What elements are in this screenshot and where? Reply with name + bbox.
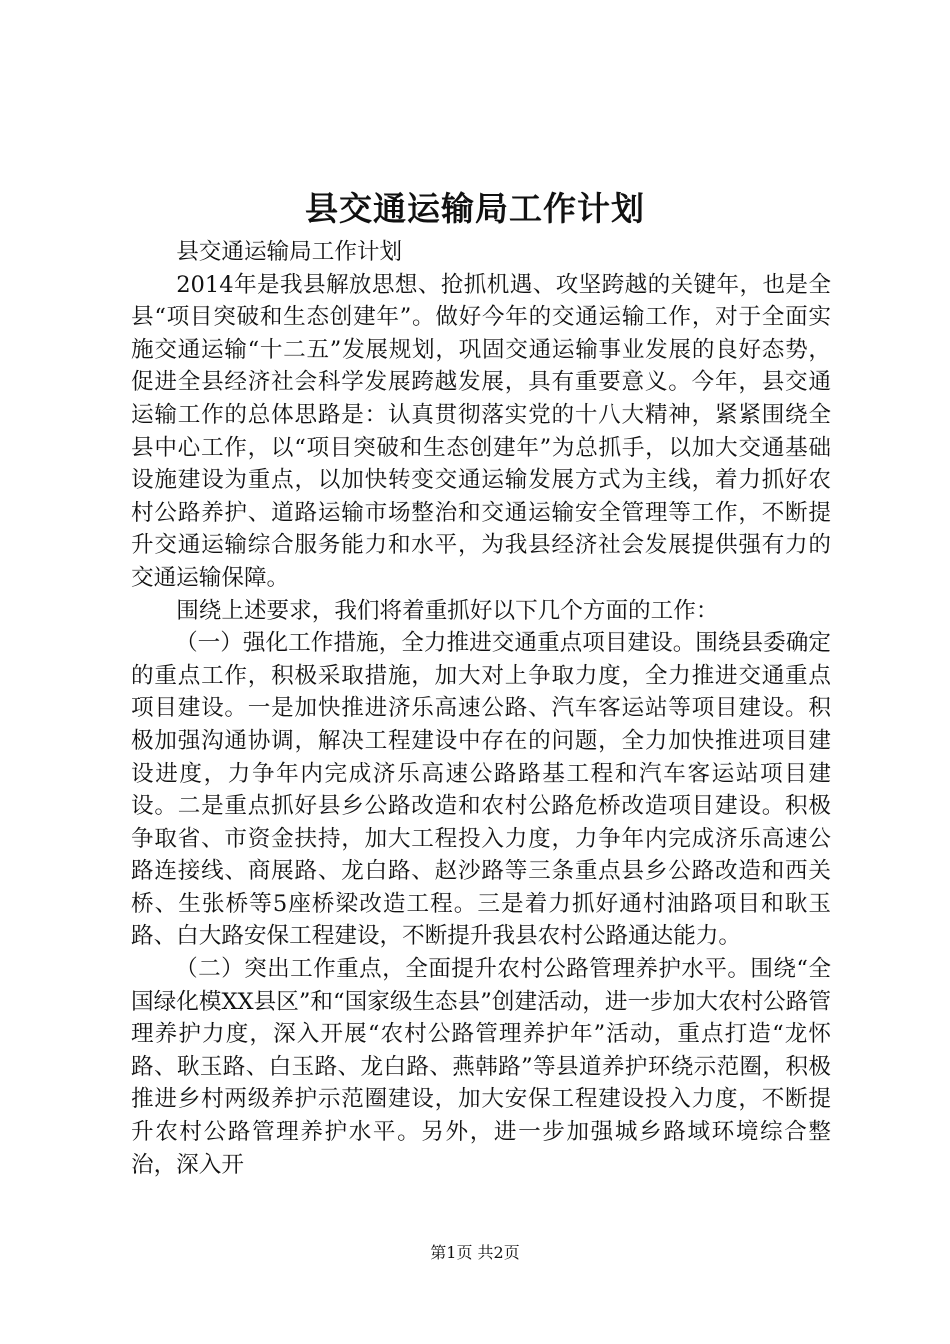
page-number: 第1页 共2页 <box>430 1243 520 1262</box>
paragraph-section-1: （一）强化工作措施，全力推进交通重点项目建设。围绕县委确定的重点工作，积极采取措施，加大对上争取力度，全力推进交通重点项目建设。一是加快推进济乐高速公路、汽车客运站等项目建设。积极加强沟通协调，解决工程建设中存在的问题，全力加快推进项目建设进度，力争年内完成济乐高速公路路基工程和汽车客运站项目建设。二是重点抓好县乡公路改造和农村公路危桥改造项目建设。积极争取省、市资金扶持，加大工程投入力度，力争年内完成济乐高速公路连接线、商展路、龙白路、赵沙路等三条重点县乡公路改造和西关桥、生张桥等5座桥梁改造工程。三是着力抓好通村油路项目和耿玉路、白大路安保工程建设，不断提升我县农村公路通达能力。 <box>131 630 831 950</box>
paragraph-section-2: （二）突出工作重点，全面提升农村公路管理养护水平。围绕“全国绿化模XX县区”和“国家级生态县”创建活动，进一步加大农村公路管理养护力度，深入开展“农村公路管理养护年”活动，重点打造“龙怀路、耿玉路、白玉路、龙白路、燕韩路”等县道养护环绕示范圈，积极推进乡村两级养护示范圈建设，加大安保工程建设投入力度，不断提升农村公路管理养护水平。另外，进一步加强城乡路域环境综合整治，深入开 <box>131 956 831 1178</box>
paragraph-requirements: 围绕上述要求，我们将着重抓好以下几个方面的工作： <box>176 597 719 624</box>
paragraph-heading: 县交通运输局工作计划 <box>176 239 403 265</box>
document-body <box>131 236 831 1181</box>
document-title: 县交通运输局工作计划 <box>305 189 645 228</box>
paragraph-intro: 2014年是我县解放思想、抢抓机遇、攻坚跨越的关键年，也是全县“项目突破和生态创建年”。做好今年的交通运输工作，对于全面实施交通运输“十二五”发展规划，巩固交通运输事业发展的良好态势，促进全县经济社会科学发展跨越发展，具有重要意义。今年，县交通运输工作的总体思路是：认真贯彻落实党的十八大精神，紧紧围绕全县中心工作，以“项目突破和生态创建年”为总抓手，以加大交通基础设施建设为重点，以加快转变交通运输发展方式为主线，着力抓好农村公路养护、道路运输市场整治和交通运输安全管理等工作，不断提升交通运输综合服务能力和水平，为我县经济社会发展提供强有力的交通运输保障。 <box>131 271 831 591</box>
